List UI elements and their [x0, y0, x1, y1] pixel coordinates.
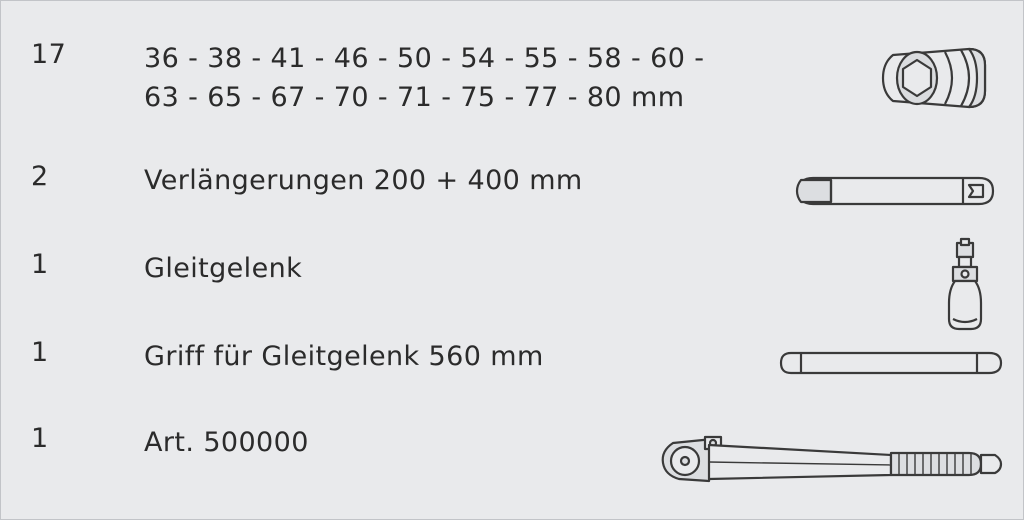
list-item — [1, 337, 1024, 407]
item-description — [144, 337, 764, 376]
socket-set-icon — [873, 33, 1003, 123]
item-description — [144, 39, 764, 117]
item-description-line1: 36 - 38 - 41 - 46 - 50 - 54 - 55 - 58 - 60 - — [144, 43, 705, 74]
item-illustration — [765, 161, 1024, 231]
list-item — [1, 249, 1024, 319]
item-description-line1: Art. 500000 — [144, 427, 309, 458]
quantity-value: 2 — [31, 161, 49, 192]
item-description-line1: Gleitgelenk — [144, 253, 303, 284]
sliding-handle-icon — [777, 343, 1007, 383]
item-illustration — [765, 249, 1024, 319]
item-description-line1: Griff für Gleitgelenk 560 mm — [144, 341, 544, 372]
quantity-value: 1 — [31, 423, 49, 454]
quantity-value: 1 — [31, 337, 49, 368]
item-description-line1: Verlängerungen 200 + 400 mm — [144, 165, 583, 196]
item-description-line2: 63 - 65 - 67 - 70 - 71 - 75 - 77 - 80 mm — [144, 82, 685, 114]
ratchet-icon — [651, 413, 1011, 503]
list-item — [1, 39, 1024, 149]
item-illustration — [765, 39, 1024, 149]
item-illustration — [765, 337, 1024, 407]
item-description — [144, 161, 764, 200]
list-item — [1, 161, 1024, 231]
quantity-value: 17 — [31, 39, 67, 70]
parts-list — [1, 1, 1024, 521]
list-item — [1, 423, 1024, 503]
sliding-joint-icon — [935, 233, 995, 343]
quantity-value: 1 — [31, 249, 49, 280]
extension-bar-icon — [787, 161, 1007, 221]
item-description — [144, 249, 764, 288]
item-illustration — [765, 423, 1024, 503]
